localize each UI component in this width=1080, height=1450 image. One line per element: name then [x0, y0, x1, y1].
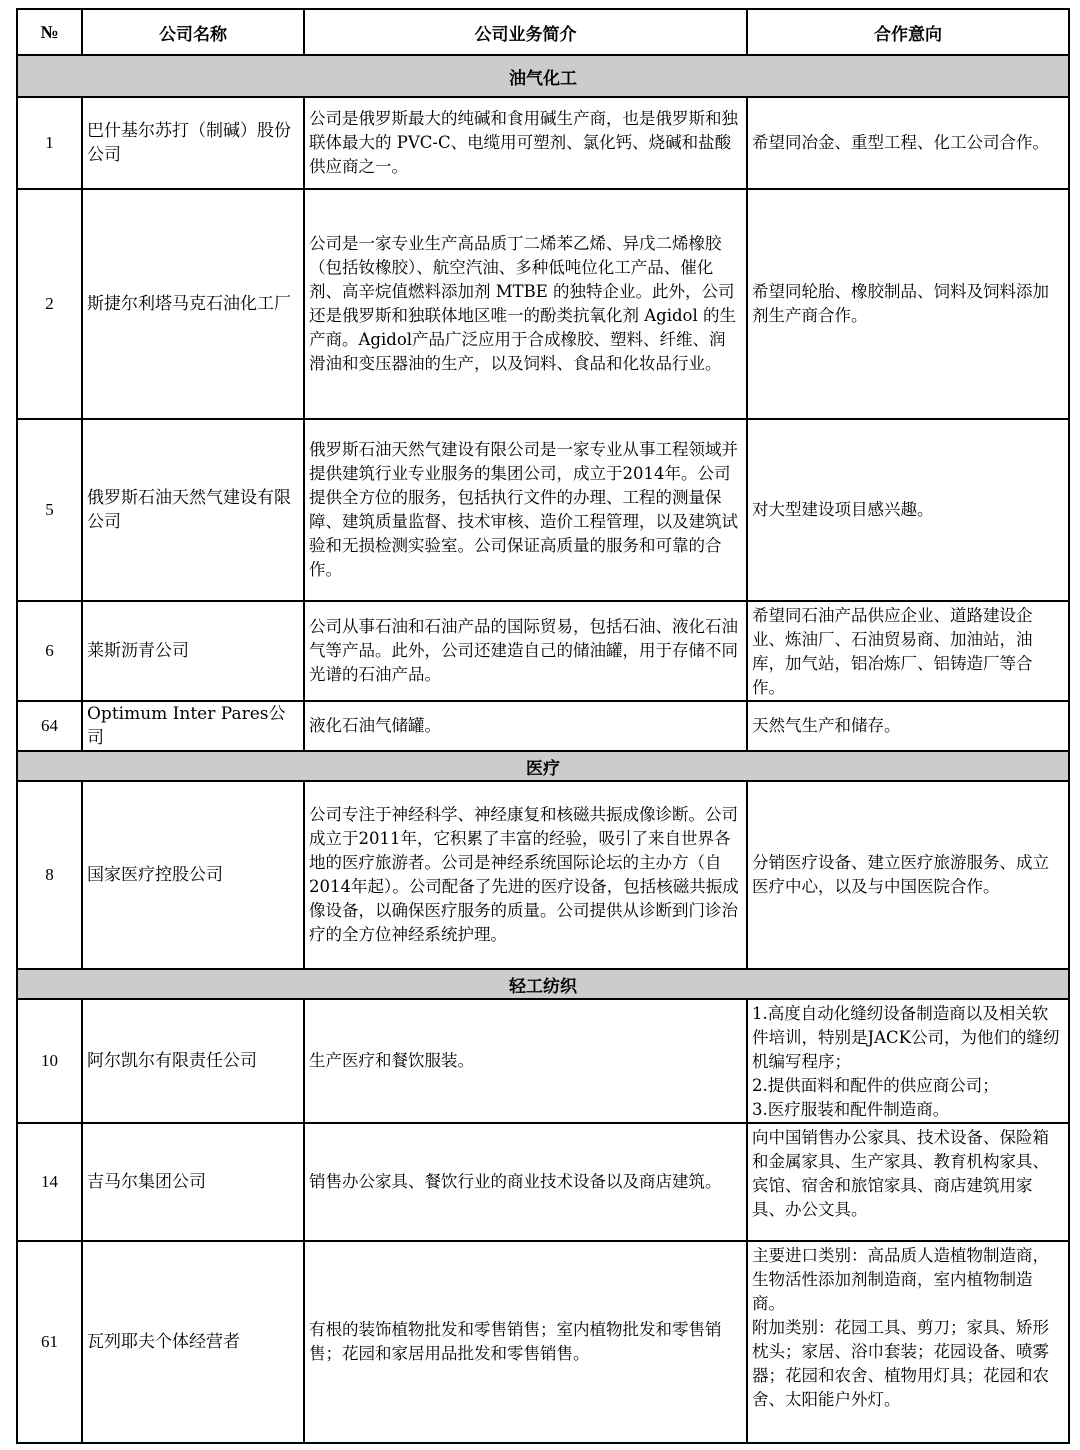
- header-business-desc: 公司业务简介: [304, 9, 747, 55]
- business-desc: 生产医疗和餐饮服装。: [304, 999, 747, 1123]
- header-num: №: [17, 9, 82, 55]
- business-desc: 液化石油气储罐。: [304, 701, 747, 751]
- row-num: 2: [17, 189, 82, 419]
- company-name: 国家医疗控股公司: [82, 781, 304, 969]
- cooperation-intent: 希望同冶金、重型工程、化工公司合作。: [747, 97, 1069, 189]
- table-header-row: [17, 9, 1069, 55]
- company-name: 俄罗斯石油天然气建设有限公司: [82, 419, 304, 601]
- cooperation-intent: 1.高度自动化缝纫设备制造商以及相关软件培训，特别是JACK公司，为他们的缝纫机编写程序； 2.提供面料和配件的供应商公司； 3.医疗服装和配件制造商。: [747, 999, 1069, 1123]
- cooperation-intent: 向中国销售办公家具、技术设备、保险箱和金属家具、生产家具、教育机构家具、宾馆、宿舍和旅馆家具、商店建筑用家具、办公文具。: [747, 1123, 1069, 1241]
- company-name: 莱斯沥青公司: [82, 601, 304, 701]
- table-row: [17, 999, 1069, 1123]
- business-desc: 公司专注于神经科学、神经康复和核磁共振成像诊断。公司成立于2011年，它积累了丰富的经验，吸引了来自世界各地的医疗旅游者。公司是神经系统国际论坛的主办方（自2014年起）。公司配备了先进的医疗设备，包括核磁共振成像设备，以确保医疗服务的质量。公司提供从诊断到门诊治疗的全方位神经系统护理。: [304, 781, 747, 969]
- cooperation-intent: 天然气生产和储存。: [747, 701, 1069, 751]
- company-name: 巴什基尔苏打（制碱）股份公司: [82, 97, 304, 189]
- table-row: [17, 189, 1069, 419]
- category-row-light-textile: [17, 969, 1069, 999]
- table-row: [17, 781, 1069, 969]
- business-desc: 公司从事石油和石油产品的国际贸易，包括石油、液化石油气等产品。此外，公司还建造自己的储油罐，用于存储不同光谱的石油产品。: [304, 601, 747, 701]
- row-num: 14: [17, 1123, 82, 1241]
- cooperation-intent: 希望同石油产品供应企业、道路建设企业、炼油厂、石油贸易商、加油站，油库，加气站，铝冶炼厂、铝铸造厂等合作。: [747, 601, 1069, 701]
- table-row: [17, 1123, 1069, 1241]
- business-desc: 俄罗斯石油天然气建设有限公司是一家专业从事工程领域并提供建筑行业专业服务的集团公司，成立于2014年。公司提供全方位的服务，包括执行文件的办理、工程的测量保障、建筑质量监督、技术审核、造价工程管理，以及建筑试验和无损检测实验室。公司保证高质量的服务和可靠的合作。: [304, 419, 747, 601]
- table-row: [17, 97, 1069, 189]
- row-num: 61: [17, 1241, 82, 1443]
- cooperation-intent: 对大型建设项目感兴趣。: [747, 419, 1069, 601]
- business-desc: 公司是俄罗斯最大的纯碱和食用碱生产商，也是俄罗斯和独联体最大的 PVC-C、电缆用可塑剂、氯化钙、烧碱和盐酸供应商之一。: [304, 97, 747, 189]
- row-num: 10: [17, 999, 82, 1123]
- cooperation-intent: 分销医疗设备、建立医疗旅游服务、成立医疗中心，以及与中国医院合作。: [747, 781, 1069, 969]
- companies-table: [16, 8, 1070, 1444]
- row-num: 1: [17, 97, 82, 189]
- row-num: 6: [17, 601, 82, 701]
- company-name: 阿尔凯尔有限责任公司: [82, 999, 304, 1123]
- company-name: 吉马尔集团公司: [82, 1123, 304, 1241]
- category-row-oil-gas-chemical: [17, 55, 1069, 97]
- category-label: 油气化工: [17, 55, 1069, 97]
- cooperation-intent: 主要进口类别：高品质人造植物制造商，生物活性添加剂制造商，室内植物制造商。 附加类别：花园工具、剪刀；家具、矫形枕头；家居、浴巾套装；花园设备、喷雾器；花园和农舍、植物用灯具；花园和农舍、太阳能户外灯。: [747, 1241, 1069, 1443]
- header-cooperation-intent: 合作意向: [747, 9, 1069, 55]
- company-name: 斯捷尔利塔马克石油化工厂: [82, 189, 304, 419]
- cooperation-intent: 希望同轮胎、橡胶制品、饲料及饲料添加剂生产商合作。: [747, 189, 1069, 419]
- row-num: 8: [17, 781, 82, 969]
- table-row: [17, 1241, 1069, 1443]
- business-desc: 有根的装饰植物批发和零售销售；室内植物批发和零售销售；花园和家居用品批发和零售销售。: [304, 1241, 747, 1443]
- table-row: [17, 419, 1069, 601]
- category-row-medical: [17, 751, 1069, 781]
- row-num: 64: [17, 701, 82, 751]
- table-row: [17, 601, 1069, 701]
- table-row: [17, 701, 1069, 751]
- row-num: 5: [17, 419, 82, 601]
- business-desc: 公司是一家专业生产高品质丁二烯苯乙烯、异戊二烯橡胶（包括钕橡胶）、航空汽油、多种低吨位化工产品、催化剂、高辛烷值燃料添加剂 MTBE 的独特企业。此外，公司还是俄罗斯和独联体地区唯一的酚类抗氧化剂 Agidol 的生产商。Agidol产品广泛应用于合成橡胶、塑料、纤维、润滑油和变压器油的生产，以及饲料、食品和化妆品行业。: [304, 189, 747, 419]
- category-label: 医疗: [17, 751, 1069, 781]
- category-label: 轻工纺织: [17, 969, 1069, 999]
- header-company-name: 公司名称: [82, 9, 304, 55]
- business-desc: 销售办公家具、餐饮行业的商业技术设备以及商店建筑。: [304, 1123, 747, 1241]
- company-name: 瓦列耶夫个体经营者: [82, 1241, 304, 1443]
- company-name: Optimum Inter Pares公司: [82, 701, 304, 751]
